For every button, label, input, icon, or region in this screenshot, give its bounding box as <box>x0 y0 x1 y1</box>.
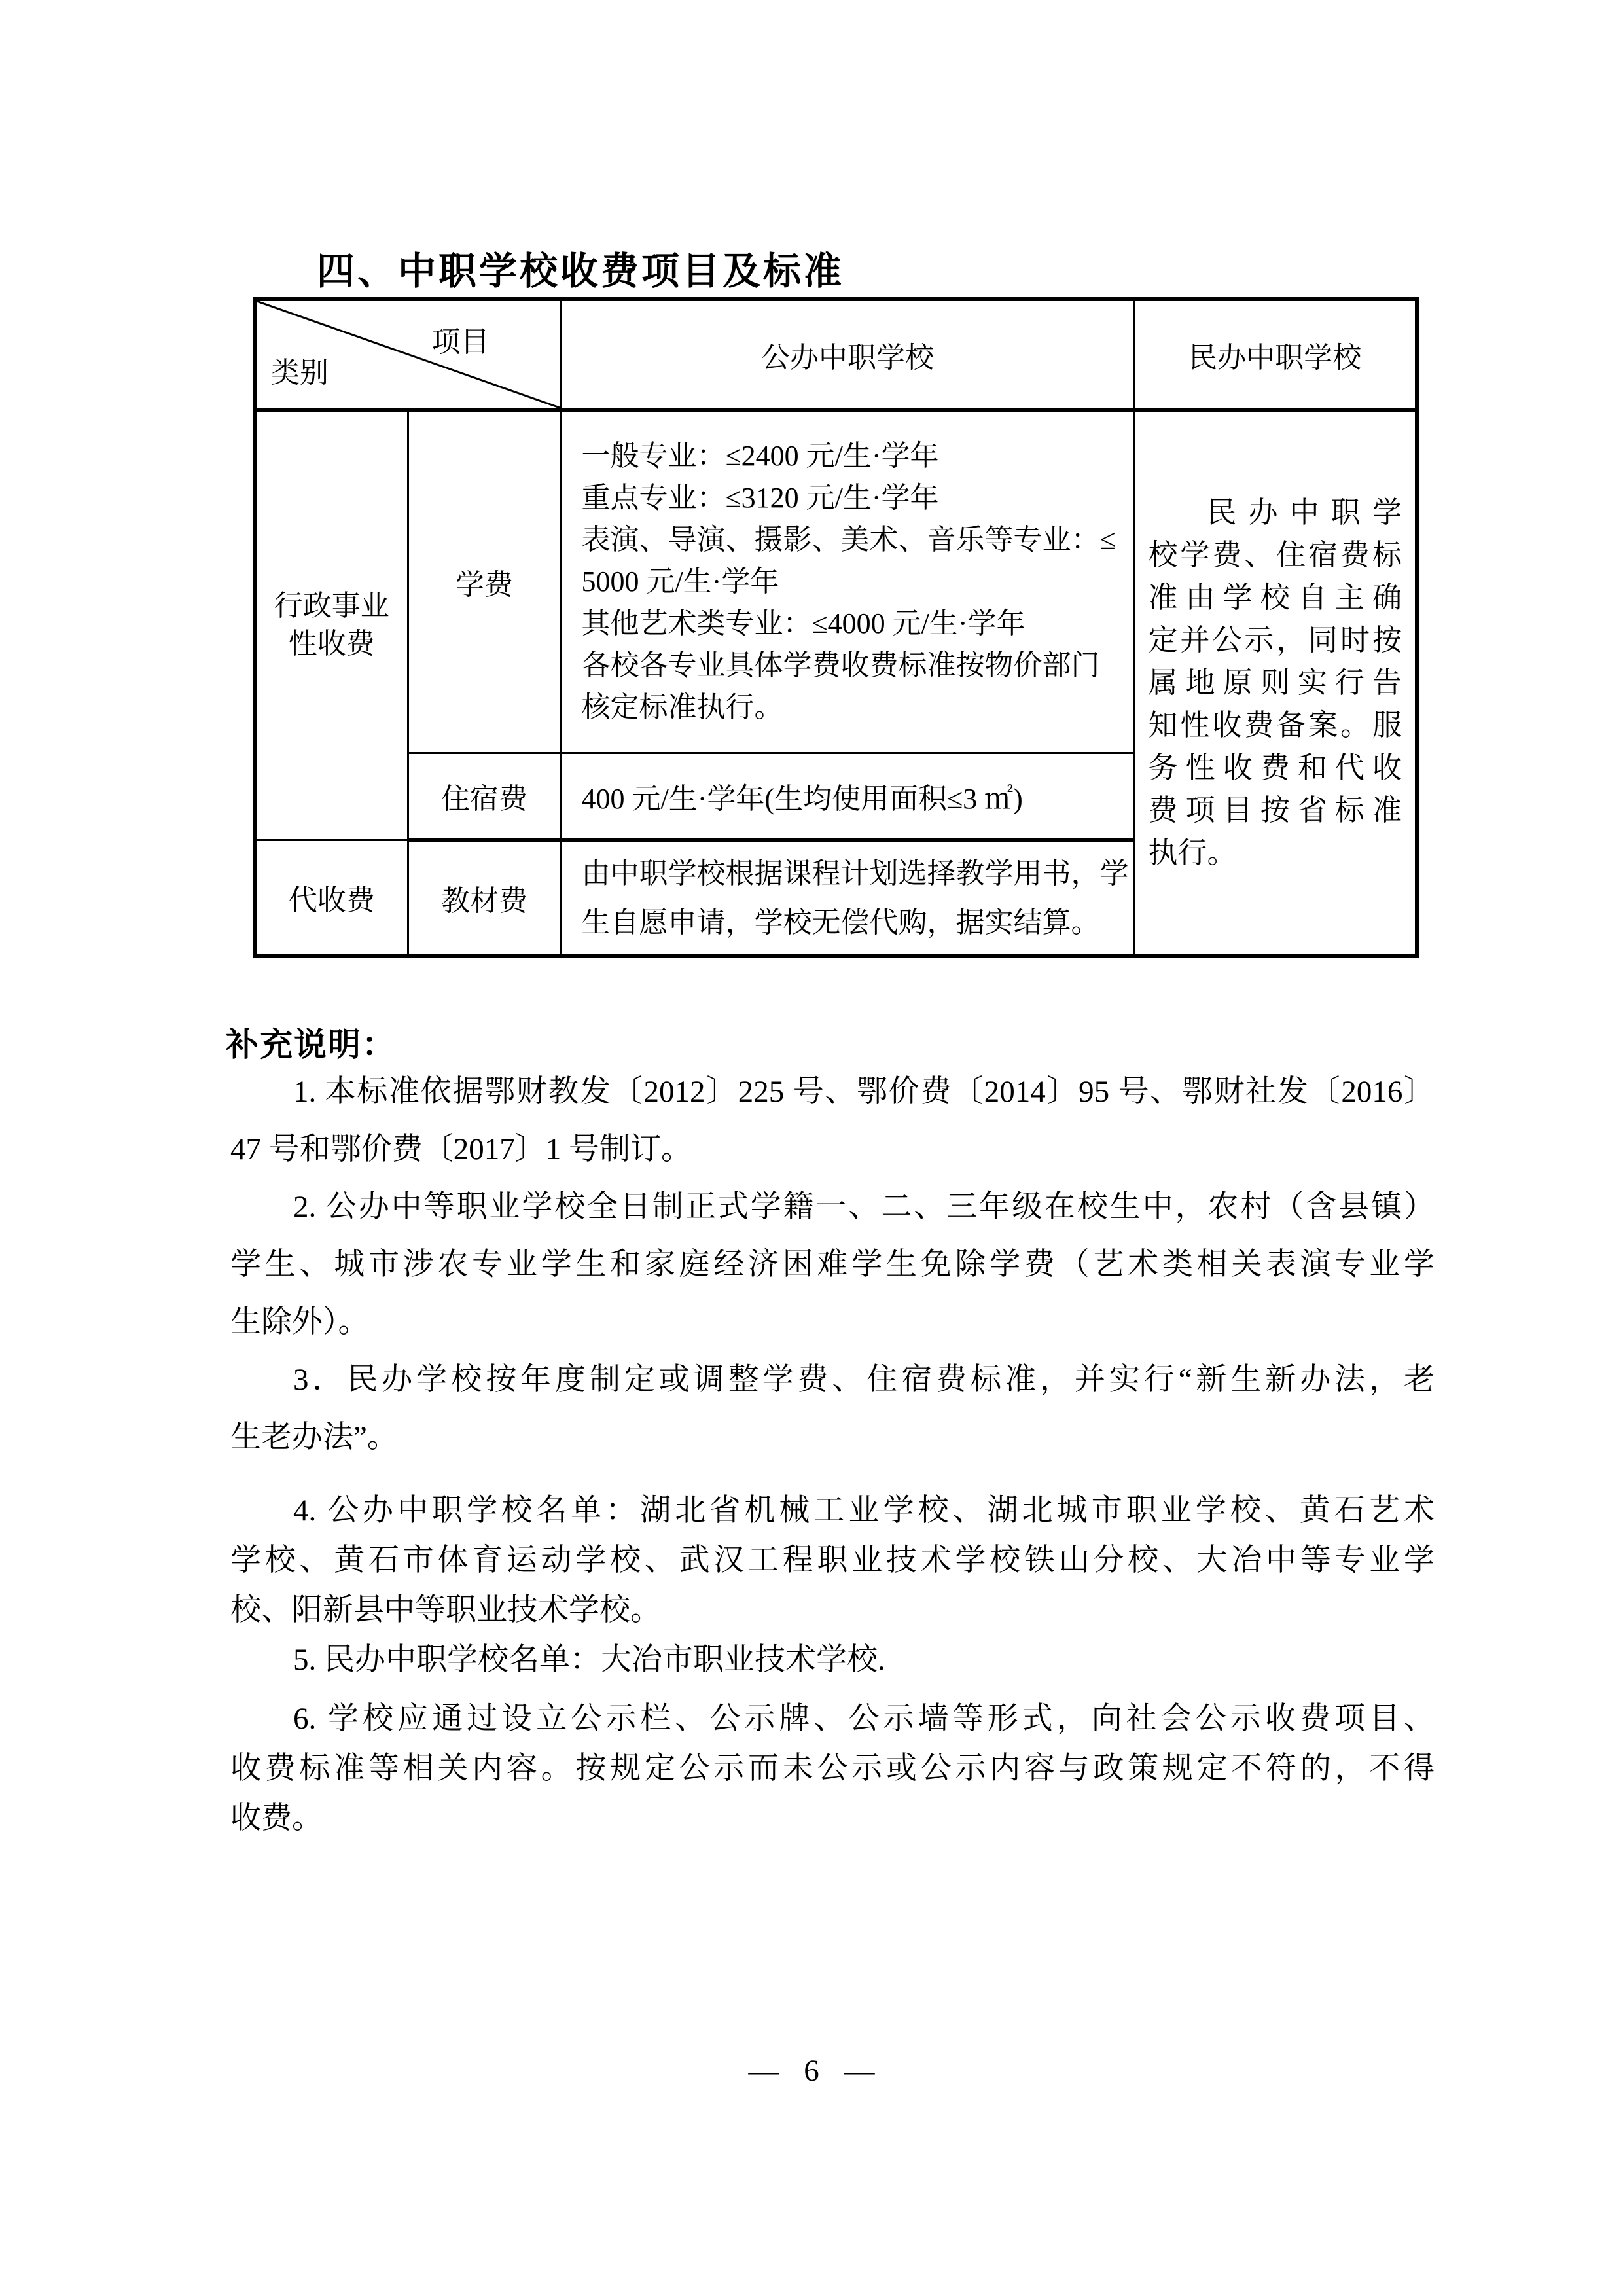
note-line: 47 号和鄂价费〔2017〕1 号制订。 <box>230 1132 692 1166</box>
tuition-row <box>255 410 1417 753</box>
note-3 <box>230 1351 1435 1466</box>
diagonal-header-cell <box>255 299 561 410</box>
page-title: 四、中职学校收费项目及标准 <box>317 250 845 293</box>
tuition-line: 各校各专业具体学费收费标准按物价部门 <box>581 649 1100 681</box>
cell-collect-category: 代收费 <box>255 840 408 956</box>
note-line: 5. 民办中职学校名单：大冶市职业技术学校. <box>293 1643 885 1677</box>
cell-tuition-content <box>561 410 1134 753</box>
private-note-line: 执行。 <box>1148 836 1237 869</box>
note-line: 生老办法”。 <box>230 1420 398 1454</box>
note-2 <box>230 1178 1435 1351</box>
note-4 <box>230 1486 1435 1635</box>
header-private-schools: 民办中职学校 <box>1134 299 1417 410</box>
tuition-line: 表演、导演、摄影、美术、音乐等专业：≤ <box>581 524 1116 556</box>
note-line: 1. 本标准依据鄂财教发〔2012〕225 号、鄂价费〔2014〕95 号、鄂财社发〔2016〕 <box>293 1075 1435 1109</box>
supplement-heading: 补充说明： <box>226 1026 396 1063</box>
textbook-line: 由中职学校根据课程计划选择教学用书，学 <box>581 857 1129 889</box>
note-5 <box>230 1635 1435 1685</box>
cell-admin-category <box>255 410 408 840</box>
page-number: — 6 — <box>748 2054 875 2088</box>
textbook-line: 生自愿申请，学校无偿代购，据实结算。 <box>581 906 1100 939</box>
note-line: 校、阳新县中等职业技术学校。 <box>230 1593 661 1627</box>
private-note-line: 费项目按省标准 <box>1148 793 1402 827</box>
admin-category-line: 性收费 <box>288 628 375 660</box>
fee-table <box>253 297 1419 958</box>
note-line: 4. 公办中职学校名单：湖北省机械工业学校、湖北城市职业学校、黄石艺术 <box>293 1494 1435 1528</box>
note-line: 3．民办学校按年度制定或调整学费、住宿费标准，并实行“新生新办法，老 <box>293 1363 1435 1397</box>
admin-category-lines <box>257 587 407 663</box>
tuition-line: 重点专业：≤3120 元/生·学年 <box>581 482 939 514</box>
tuition-line: 5000 元/生·学年 <box>581 565 779 598</box>
tuition-line: 其他艺术类专业：≤4000 元/生·学年 <box>581 607 1026 639</box>
note-line: 学校、黄石市体育运动学校、武汉工程职业技术学校铁山分校、大冶中等专业学 <box>230 1543 1435 1577</box>
note-line: 2. 公办中等职业学校全日制正式学籍一、二、三年级在校生中，农村（含县镇） <box>293 1190 1435 1224</box>
note-line: 收费标准等相关内容。按规定公示而未公示或公示内容与政策规定不符的，不得 <box>230 1751 1435 1785</box>
tuition-line: 一般专业：≤2400 元/生·学年 <box>581 440 939 472</box>
cell-textbook-content <box>561 840 1134 956</box>
header-public-schools: 公办中职学校 <box>561 299 1134 410</box>
private-note-line: 民办中职学 <box>1207 495 1402 529</box>
note-line: 收费。 <box>230 1801 323 1835</box>
note-line: 生除外）。 <box>230 1305 369 1339</box>
note-6 <box>230 1694 1435 1843</box>
cell-lodging-value: 400 元/生·学年(生均使用面积≤3 ㎡) <box>561 753 1134 840</box>
private-note-line: 校学费、住宿费标 <box>1148 538 1402 571</box>
cell-private-note <box>1134 410 1417 956</box>
admin-category-line: 行政事业 <box>274 590 389 622</box>
private-note-paragraph <box>1135 492 1416 874</box>
header-item-label: 项目 <box>431 326 490 358</box>
note-line: 学生、城市涉农专业学生和家庭经济困难学生免除学费（艺术类相关表演专业学 <box>230 1247 1435 1282</box>
cell-lodging-label: 住宿费 <box>408 753 561 840</box>
header-category-label: 类别 <box>271 357 329 389</box>
private-note-line: 准由学校自主确 <box>1148 581 1402 614</box>
tuition-lines <box>582 435 1128 728</box>
note-line: 6. 学校应通过设立公示栏、公示牌、公示墙等形式，向社会公示收费项目、 <box>293 1702 1435 1736</box>
textbook-lines <box>582 849 1128 947</box>
note-1 <box>230 1063 1435 1178</box>
private-note-line: 务性收费和代收 <box>1148 751 1402 784</box>
private-note-line: 知性收费备案。服 <box>1148 708 1402 742</box>
cell-tuition-label: 学费 <box>408 410 561 753</box>
cell-textbook-label: 教材费 <box>408 840 561 956</box>
table-header-row <box>255 299 1417 410</box>
private-note-line: 定并公示，同时按 <box>1148 623 1402 656</box>
private-note-line: 属地原则实行告 <box>1148 666 1402 699</box>
tuition-line: 核定标准执行。 <box>581 691 783 723</box>
supplement-notes <box>230 1063 1435 1843</box>
